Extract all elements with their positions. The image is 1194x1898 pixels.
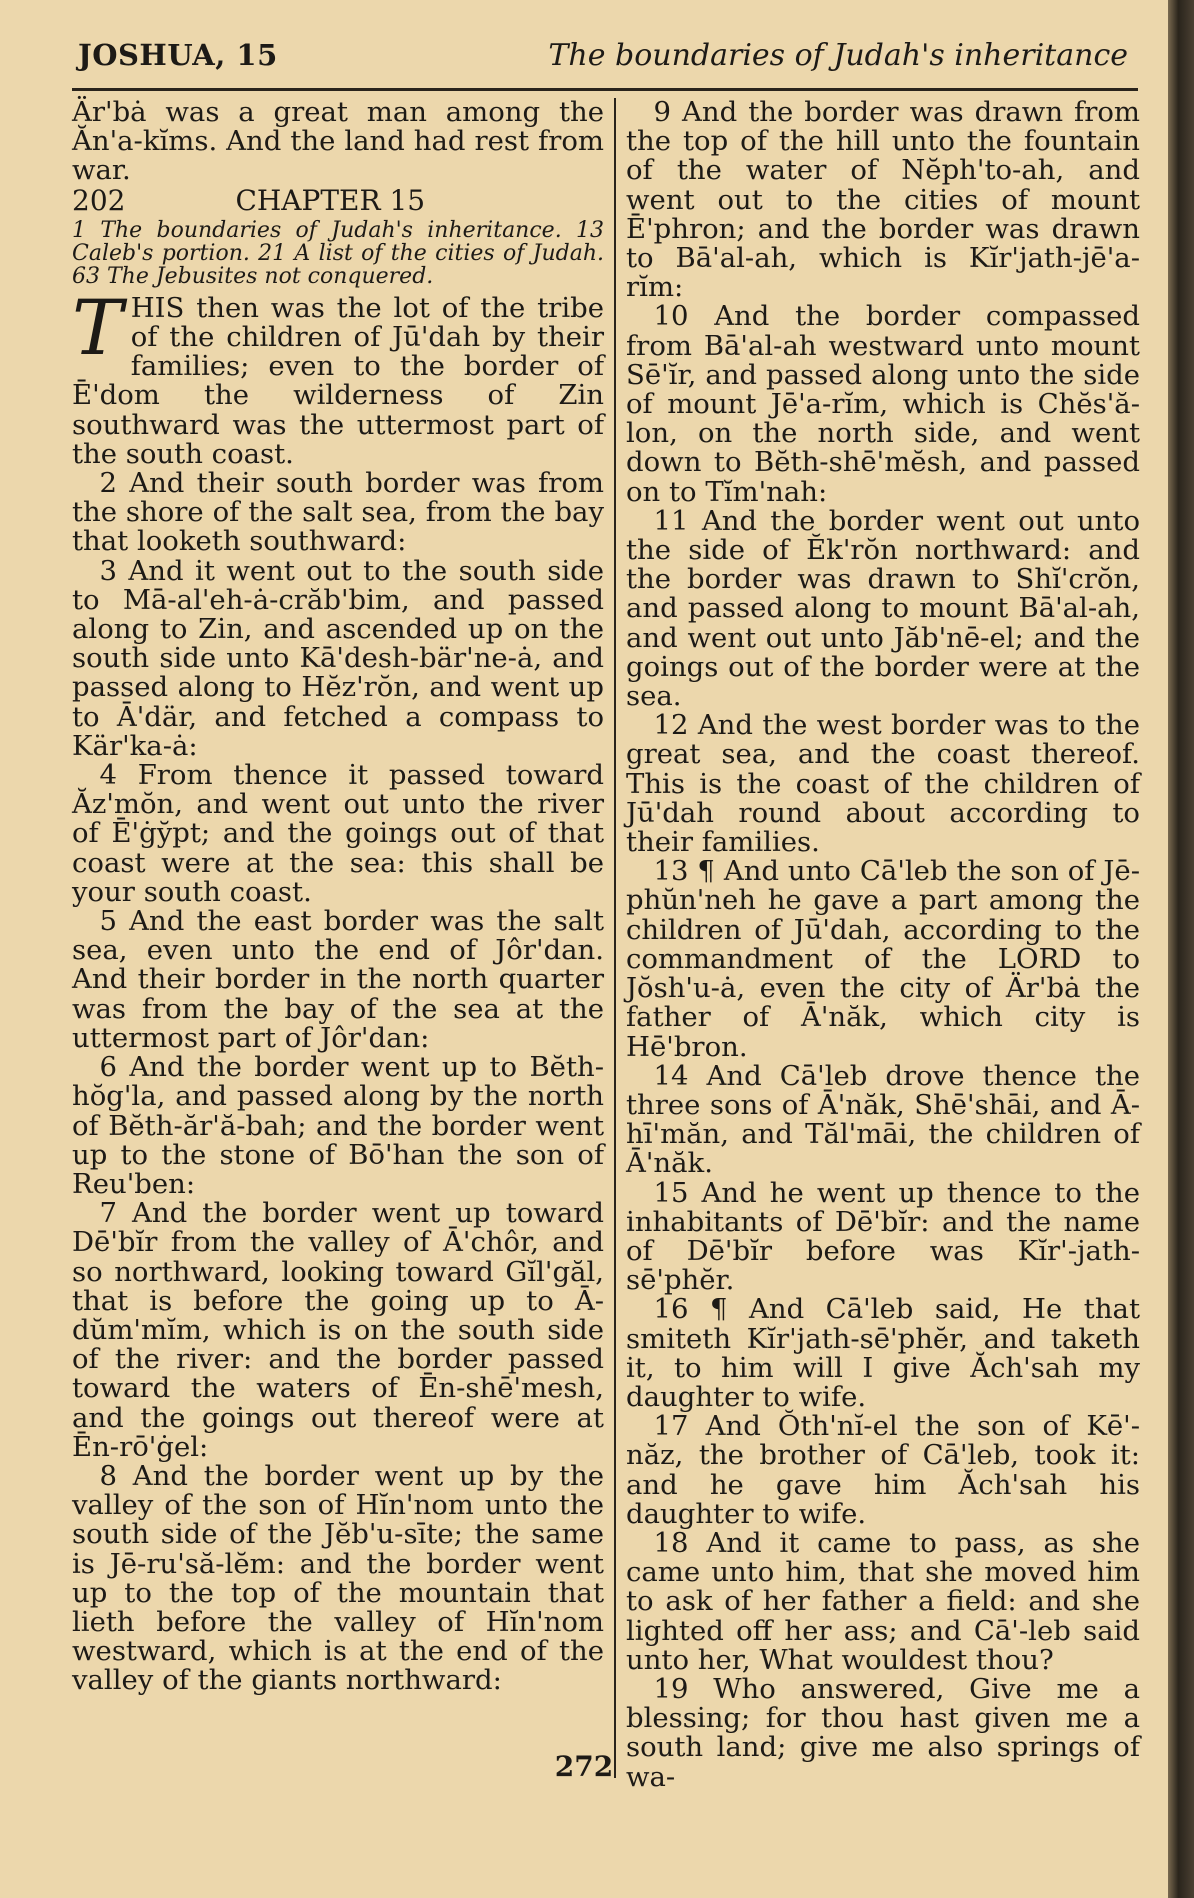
chapter-number: 202 [72,183,126,217]
left-column [72,98,604,1696]
verse-19: 19 Who answered, Give me a blessing; for thou hast given me a south land; give me also springs of wa- [626,1672,1140,1793]
chapter-summary: 1 The boundaries of Judah's inheritance. 13 Caleb's portion. 21 A list of the cities of Judah. 63 The Jebusites not conquered. [72,217,604,289]
verse-5: 5 And the east border was the salt sea, even unto the end of Jôr'dan. And their border in the north quarter was from the bay of the sea at the uttermost part of Jôr'dan: [72,905,604,1054]
verse-1-text: HIS then was the lot of the tribe of the children of Jū'dah by their families; even to the border of Ē'dom the wilderness of Zin southward was the uttermost part of the south coast. [72,291,604,470]
chapter-heading [72,183,604,217]
verse-12: 12 And the west border was to the great sea, and the coast thereof. This is the coast of the children of Jū'dah round about according to their families. [626,709,1140,859]
verse-8: 8 And the border went up by the valley of the son of Hĭn'nom unto the south side of the Jĕb'u-sīte; the same is Jē-ru'să-lĕm: and the border went up to the top of the mountain that lieth before the valley of Hĭn'nom westward, which is at the end of the valley of the giants northward: [72,1459,604,1697]
column-divider [614,98,616,1778]
book-spine-shadow [1168,0,1194,1898]
book-chapter-heading: JOSHUA, 15 [78,38,278,72]
verse-17: 17 And Ŏth'nĭ-el the son of Kē'-năz, the brother of Cā'leb, took it: and he gave him Ăch'sah his daughter to wife. [626,1410,1140,1530]
running-header [78,38,1128,84]
verse-16: 16 ¶ And Cā'leb said, He that smiteth Kĭr'jath-sē'phĕr, and taketh it, to him will I give Ăch'sah my daughter to wife. [626,1293,1140,1413]
verse-10: 10 And the border compassed from Bā'al-ah westward unto mount Sē'ĭr, and passed along unto the side of mount Jē'a-rĭm, which is Chĕs'ă-lon, on the north side, and went down to Bĕth-shē'mĕsh, and passed on to Tĭm'nah: [626,300,1140,508]
verse-7: 7 And the border went up toward Dē'bĭr from the valley of Ā'chôr, and so northward, looking toward Gĭl'găl, that is before the going up to Ā-dŭm'mĭm, which is on the south side of the river: and the border passed toward the waters of Ēn-shē'mesh, and the goings out thereof were at Ēn-rō'ġel: [72,1197,604,1463]
verse-15: 15 And he went up thence to the inhabitants of Dē'bĭr: and the name of Dē'bĭr before was Kĭr'-jath-sē'phĕr. [626,1176,1140,1297]
verse-14: 14 And Cā'leb drove thence the three sons of Ā'năk, Shē'shāi, and Ā-hī'măn, and Tăl'māi, the children of Ā'năk. [626,1059,1140,1180]
running-title: The boundaries of Judah's inheritance [548,38,1128,73]
verse-18: 18 And it came to pass, as she came unto him, that she moved him to ask of her father a field: and she lighted off her ass; and Cā'-leb said unto her, What wouldest thou? [626,1526,1140,1676]
verse-3: 3 And it went out to the south side to Mā-al'eh-ȧ-crăb'bim, and passed along to Zin, and ascended up on the south side unto Kā'desh-bär'ne-ȧ, and passed along to Hĕz'rŏn, and went up to Ā'där, and fetched a compass to Kär'ka-ȧ: [72,554,604,762]
header-rule [72,88,1138,91]
verse-6: 6 And the border went up to Bĕth-hŏg'la, and passed along by the north of Bĕth-ăr'ă-bah; and the border went up to the stone of Bō'han the son of Reu'ben: [72,1051,604,1200]
page-number: 272 [554,1750,614,1783]
right-column [626,98,1140,1792]
verse-1 [72,282,604,470]
verse-13: 13 ¶ And unto Cā'leb the son of Jē-phŭn'neh he gave a part among the children of Jū'dah, according to the commandment of the LORD to Jŏsh'u-ȧ, even the city of Är'bȧ the father of Ā'năk, which city is Hē'bron. [626,855,1140,1063]
verse-4: 4 From thence it passed toward Ăz'mŏn, and went out unto the river of Ē'ġy̆pt; and the goings out of that coast were at the sea: this shall be your south coast. [72,759,604,908]
verse-11: 11 And the border went out unto the side of Ĕk'rŏn northward: and the border was drawn to Shĭ'crŏn, and passed along to mount Bā'al-ah, and went out unto Jăb'nē-el; and the goings out of the border were at the sea. [626,504,1140,713]
verse-9: 9 And the border was drawn from the top of the hill unto the fountain of the water of Nĕph'to-ah, and went out to the cities of mount Ē'phron; and the border was drawn to Bā'al-ah, which is Kĭr'jath-jē'a-rĭm: [626,96,1140,304]
drop-cap: T [72,282,123,372]
carryover-text: Är'bȧ was a great man among the Ăn'a-kĭms. And the land had rest from war. [72,96,604,187]
verse-2: 2 And their south border was from the shore of the salt sea, from the bay that looketh southward: [72,467,604,558]
chapter-title: CHAPTER 15 [235,183,426,217]
